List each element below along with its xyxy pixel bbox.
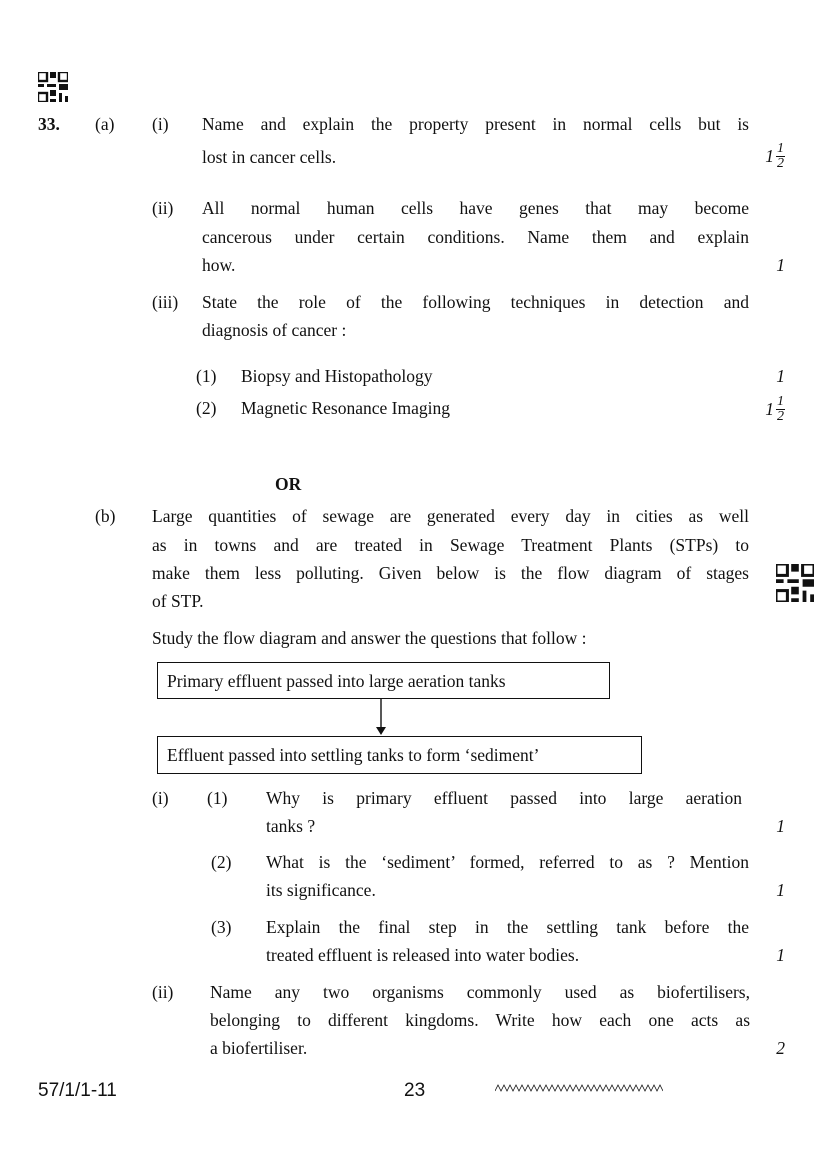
item-label: (2) <box>196 398 217 418</box>
subpart-label: (i) <box>152 788 169 808</box>
numerator: 1 <box>777 393 784 409</box>
flow-box-settling <box>157 736 642 774</box>
question-text: how. <box>202 255 236 275</box>
item-label: (1) <box>207 788 228 808</box>
part-b-label: (b) <box>95 506 116 526</box>
flow-box-aeration <box>157 662 610 699</box>
question-text: tanks ? <box>266 816 316 836</box>
question-text: State the role of the following techniques in detection and <box>202 292 749 312</box>
marks: 1 <box>776 366 785 386</box>
qr-code-icon <box>38 72 68 102</box>
intro-text: of STP. <box>152 591 204 611</box>
flow-text: Effluent passed into settling tanks to form ‘sediment’ <box>167 745 540 765</box>
question-text: cancerous under certain conditions. Name them and explain <box>202 227 749 247</box>
subpart-label: (ii) <box>152 982 174 1002</box>
question-number: 33. <box>38 114 60 134</box>
intro-text: make them less polluting. Given below is the flow diagram of stages <box>152 563 749 583</box>
question-text: belonging to different kingdoms. Write how each one acts as <box>210 1010 750 1030</box>
question-text: What is the ‘sediment’ formed, referred to as ? Mention <box>266 852 749 872</box>
subpart-label: (i) <box>152 114 169 134</box>
marks-whole: 1 <box>765 399 774 419</box>
paper-code: 57/1/1-11 <box>38 1080 117 1101</box>
question-text: treated effluent is released into water bodies. <box>266 945 580 965</box>
question-text: lost in cancer cells. <box>202 147 337 167</box>
question-text: Name any two organisms commonly used as biofertilisers, <box>210 982 750 1002</box>
subpart-label: (ii) <box>152 198 174 218</box>
denominator: 2 <box>777 408 784 424</box>
marks: 1 <box>776 816 785 836</box>
marks <box>745 389 785 429</box>
squiggle-decoration-icon <box>495 1084 663 1092</box>
flow-text: Primary effluent passed into large aeration tanks <box>167 670 506 691</box>
item-label: (2) <box>211 852 232 872</box>
item-label: (1) <box>196 366 217 386</box>
question-text: Explain the final step in the settling tank before the <box>266 917 749 937</box>
instruction-text: Study the flow diagram and answer the questions that follow : <box>152 628 587 648</box>
subpart-label: (iii) <box>152 292 179 312</box>
intro-text: Large quantities of sewage are generated every day in cities as well <box>152 506 749 526</box>
marks-fraction <box>776 142 785 171</box>
item-label: (3) <box>211 917 232 937</box>
item-text: Magnetic Resonance Imaging <box>241 398 450 418</box>
denominator: 2 <box>777 155 784 171</box>
or-separator: OR <box>275 474 302 494</box>
marks <box>745 136 785 176</box>
flow-arrow-icon <box>375 699 387 736</box>
question-text: diagnosis of cancer : <box>202 320 347 340</box>
marks-whole: 1 <box>765 146 774 166</box>
qr-code-icon <box>776 564 814 602</box>
numerator: 1 <box>777 140 784 156</box>
question-text: Name and explain the property present in normal cells but is <box>202 114 749 134</box>
marks: 1 <box>776 255 785 275</box>
marks: 1 <box>776 945 785 965</box>
marks-fraction <box>776 395 785 424</box>
question-text: All normal human cells have genes that may become <box>202 198 749 218</box>
question-text: its significance. <box>266 880 376 900</box>
intro-text: as in towns and are treated in Sewage Treatment Plants (STPs) to <box>152 535 749 555</box>
page-number: 23 <box>404 1080 426 1101</box>
question-text: Why is primary effluent passed into large aeration <box>266 788 742 808</box>
item-text: Biopsy and Histopathology <box>241 366 433 386</box>
part-a-label: (a) <box>95 114 115 134</box>
question-text: a biofertiliser. <box>210 1038 308 1058</box>
marks: 1 <box>776 880 785 900</box>
marks: 2 <box>776 1038 785 1058</box>
